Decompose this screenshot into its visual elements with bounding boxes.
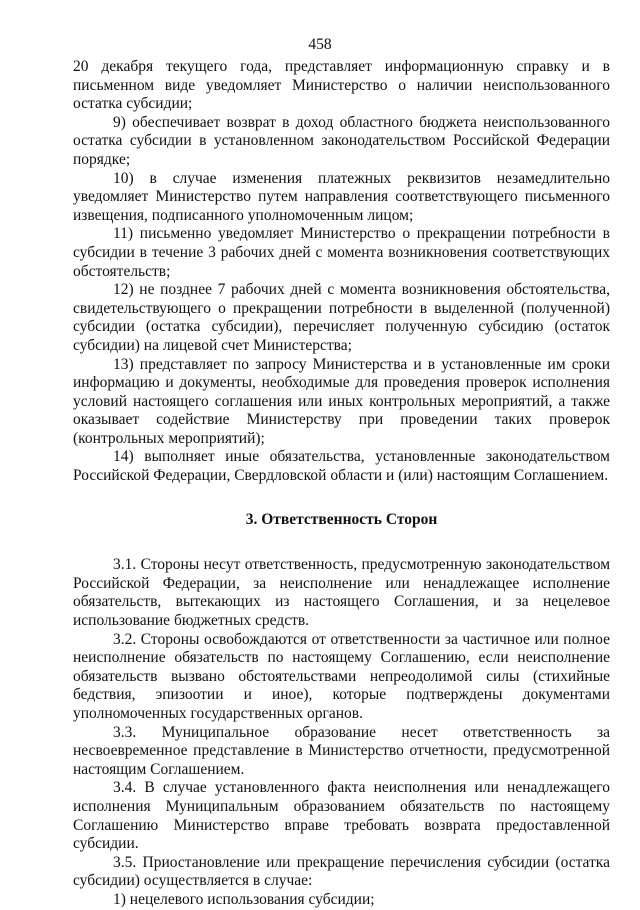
paragraph: 14) выполняет иные обязательства, установленные законодательством Российской Федерации, Свердловской области и (или) настоящим Соглашением. (73, 448, 610, 485)
paragraph: 3.1. Стороны несут ответственность, предусмотренную законодательством Российской Федерации, за неисполнение или ненадлежащее исполнение обязательств, вытекающих из настоящего Соглашения, и за нецелевое использование бюджетных средств. (73, 556, 610, 630)
page-number: 458 (308, 36, 332, 53)
paragraph: 3.4. В случае установленного факта неисполнения или ненадлежащего исполнения Муниципальным образованием обязательств по настоящему Соглашению Министерство вправе требовать возврата предоставленной субсидии. (73, 779, 610, 853)
paragraph: 3.2. Стороны освобождаются от ответственности за частичное или полное неисполнение обязательств по настоящему Соглашению, если неисполнение обязательств вызвано обстоятельствами непреодолимой силы (стихийные бедствия, эпизоотии и иное), которые подтверждены документами уполномоченных государственных органов. (73, 630, 610, 722)
paragraph: 3.5. Приостановление или прекращение перечисления субсидии (остатка субсидии) осуществляется в случае: (73, 853, 610, 890)
paragraph: 9) обеспечивает возврат в доход областного бюджета неиспользованного остатка субсидии в установленном законодательством Российской Федерации порядке; (73, 113, 610, 168)
paragraph: 11) письменно уведомляет Министерство о прекращении потребности в субсидии в течение 3 рабочих дней с момента возникновения соответствующих обстоятельств; (73, 225, 610, 280)
responsibility-section (73, 556, 610, 909)
paragraph: 10) в случае изменения платежных реквизитов незамедлительно уведомляет Министерство путем направления соответствующего письменного извещения, подписанного уполномоченным лицом; (73, 169, 610, 224)
obligations-list (73, 58, 610, 486)
paragraph: 13) представляет по запросу Министерства и в установленные им сроки информацию и документы, необходимые для проведения проверок исполнения условий настоящего соглашения или иных контрольных мероприятий, а также оказывает содействие Министерству при проведении таких проверок (контрольных мероприятий); (73, 355, 610, 447)
section-heading: 3. Ответственность Сторон (245, 510, 438, 528)
document-body (73, 58, 610, 910)
paragraph: 20 декабря текущего года, представляет информационную справку и в письменном виде уведомляет Министерство о наличии неиспользованного остатка субсидии; (73, 58, 610, 113)
paragraph: 1) нецелевого использования субсидии; (113, 890, 375, 908)
paragraph: 3.3. Муниципальное образование несет ответственность за несвоевременное представление в Министерство отчетности, предусмотренной настоящим Соглашением. (73, 723, 610, 778)
paragraph: 12) не позднее 7 рабочих дней с момента возникновения обстоятельства, свидетельствующего о прекращении потребности в выделенной (полученной) субсидии (остатка субсидии), перечисляет полученную субсидию (остаток субсидии) на лицевой счет Министерства; (73, 281, 610, 354)
